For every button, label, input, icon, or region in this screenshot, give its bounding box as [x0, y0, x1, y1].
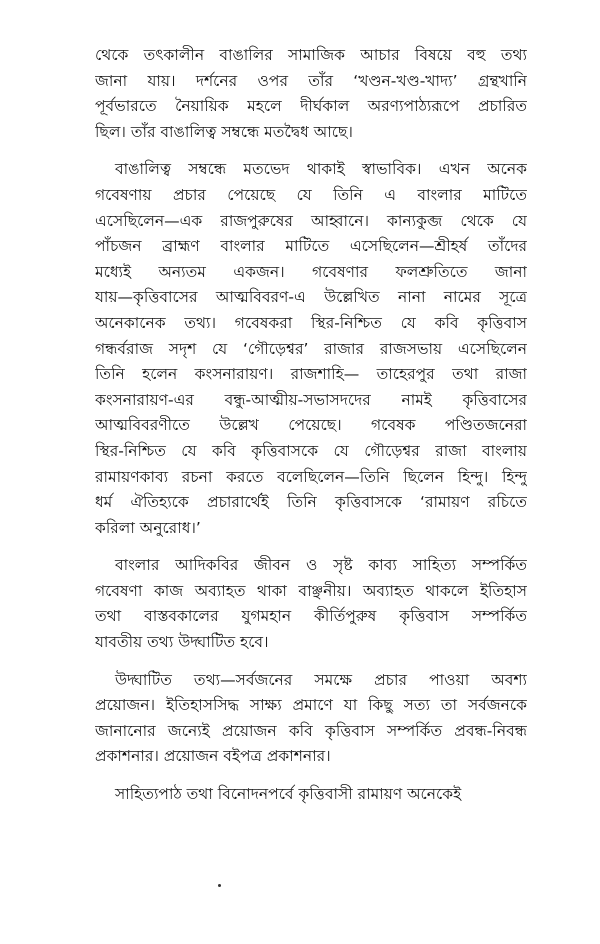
text-line: বাঙালিত্ব সম্বন্ধে মতভেদ থাকাই স্বাভাবিক। এখন অনেক	[115, 160, 527, 179]
text-line: অনেকানেক তথ্য। গবেষকরা স্থির-নিশ্চিত যে কবি কৃত্তিবাস	[95, 313, 527, 332]
paragraph-2	[95, 157, 527, 541]
print-speck	[218, 884, 221, 887]
text-line: মধ্যেই অন্যতম একজন। গবেষণার ফলশ্রুতিতে জানা	[95, 262, 527, 281]
text-line: তথা বাস্তবকালের যুগমহান কীর্তিপুরুষ কৃত্তিবাস সম্পর্কিত	[95, 607, 527, 626]
text-line: গন্ধর্বরাজ সদৃশ যে ‘গৌড়েশ্বর’ রাজার রাজসভায় এসেছিলেন	[95, 339, 527, 358]
text-line: সাহিত্যপাঠ তথা বিনোদনপর্বে কৃত্তিবাসী রামায়ণ অনেকেই	[115, 785, 462, 804]
paragraph-5	[95, 782, 527, 808]
paragraph-1	[95, 43, 527, 145]
paragraph-4	[95, 668, 527, 770]
text-line: গবেষণা কাজ অব্যাহত থাকা বাঞ্ছনীয়। অব্যাহত থাকলে ইতিহাস	[95, 581, 527, 600]
text-line: প্রকাশনার। প্রয়োজন বইপত্র প্রকাশনার।	[95, 747, 331, 766]
text-line: করিলা অনুরোধ।’	[95, 518, 201, 537]
text-line: স্থির-নিশ্চিত যে কবি কৃত্তিবাসকে যে গৌড়েশ্বর রাজা বাংলায়	[95, 441, 527, 460]
text-line: তিনি হলেন কংসনারায়ণ। রাজশাহি— তাহেরপুর তথা রাজা	[95, 365, 527, 384]
text-line: ছিল। তাঁর বাঙালিত্ব সম্বন্ধে মতদ্বৈধ আছে।	[95, 122, 353, 141]
text-line: আত্মবিবরণীতে উল্লেখ পেয়েছে। গবেষক পণ্ডিতজনেরা	[95, 416, 527, 435]
text-line: গবেষণায় প্রচার পেয়েছে যে তিনি এ বাংলার মাটিতে	[95, 185, 527, 204]
text-line: প্রয়োজন। ইতিহাসসিদ্ধ সাক্ষ্য প্রমাণে যা কিছু সত্য তা সর্বজনকে	[95, 696, 527, 715]
text-line: যাবতীয় তথ্য উদ্ঘাটিত হবে।	[95, 633, 269, 652]
text-line: থেকে তৎকালীন বাঙালির সামাজিক আচার বিষয়ে বহু তথ্য	[95, 46, 527, 64]
body-text	[95, 43, 527, 820]
paragraph-3	[95, 553, 527, 655]
text-line: পূর্বভারতে নৈয়ায়িক মহলে দীর্ঘকাল অরণ্যপাঠ্যরূপে প্রচারিত	[95, 97, 527, 116]
text-line: ধর্ম ঐতিহ্যকে প্রচারার্থেই তিনি কৃত্তিবাসকে ‘রামায়ণ রচিতে	[95, 493, 527, 512]
text-line: যায়—কৃত্তিবাসের আত্মবিবরণ-এ উল্লেখিত নানা নামের সূত্রে	[95, 288, 527, 307]
text-line: উদ্ঘাটিত তথ্য—সর্বজনের সমক্ষে প্রচার পাওয়া অবশ্য	[115, 670, 527, 689]
text-line: কংসনারায়ণ-এর বন্ধু-আত্মীয়-সভাসদদের নামই কৃত্তিবাসের	[95, 390, 527, 409]
text-line: পাঁচজন ব্রাহ্মণ বাংলার মাটিতে এসেছিলেন—শ্রীহর্ষ তাঁদের	[95, 237, 527, 256]
text-line: রামায়ণকাব্য রচনা করতে বলেছিলেন—তিনি ছিলেন হিন্দু। হিন্দু	[95, 467, 527, 486]
text-line: জানা যায়। দর্শনের ওপর তাঁর ‘খণ্ডন-খণ্ড-খাদ্য’ গ্রন্থখানি	[95, 71, 527, 90]
text-line: জানানোর জন্যেই প্রয়োজন কবি কৃত্তিবাস সম্পর্কিত প্রবন্ধ-নিবন্ধ	[95, 721, 527, 740]
text-line: এসেছিলেন—এক রাজপুরুষের আহ্বানে। কান্যকুব্জ থেকে যে	[95, 211, 527, 230]
text-line: বাংলার আদিকবির জীবন ও সৃষ্ট কাব্য সাহিত্য সম্পর্কিত	[115, 556, 527, 575]
